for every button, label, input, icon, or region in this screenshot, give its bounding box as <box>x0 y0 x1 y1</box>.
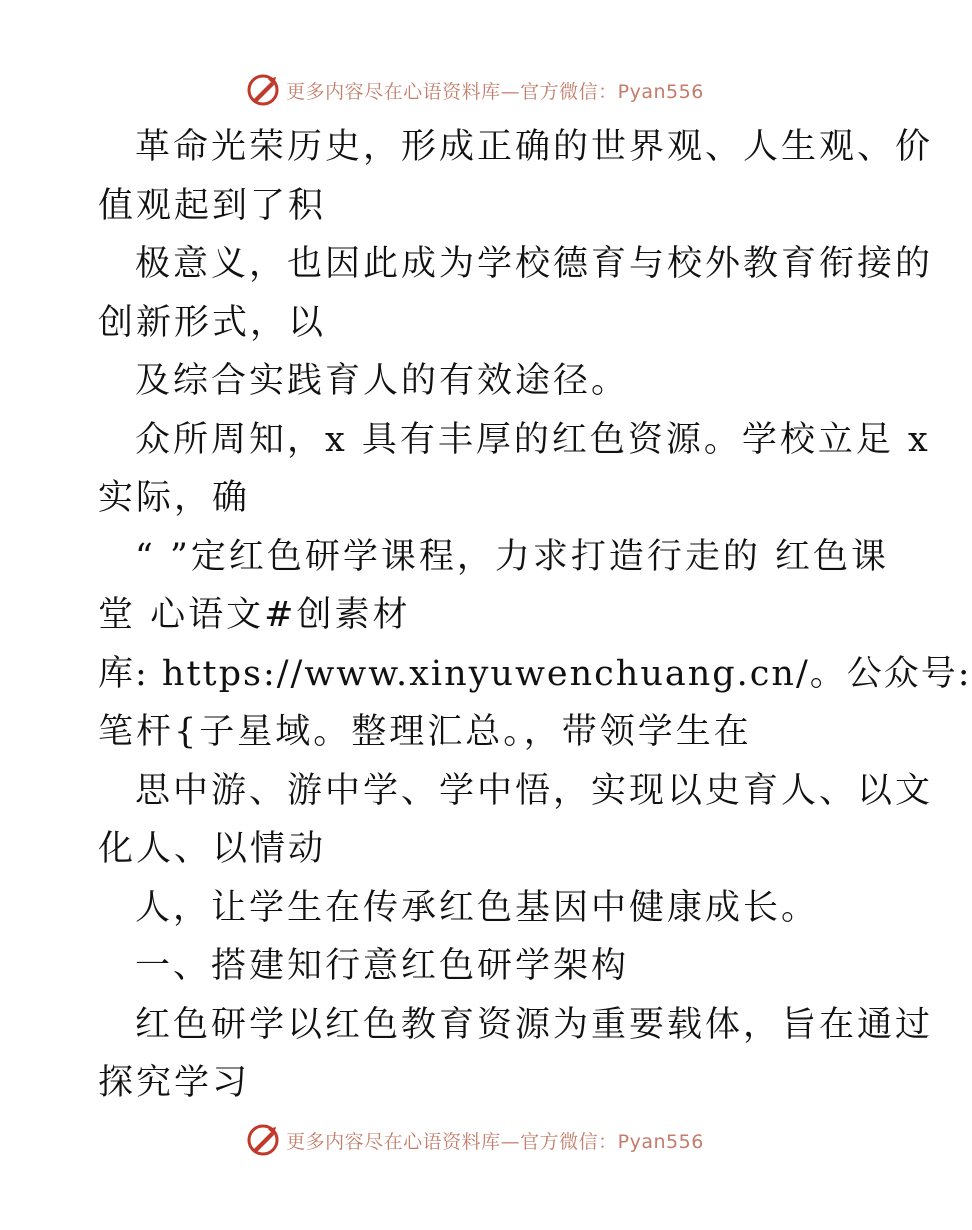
body-line: 及综合实践育人的有效途径。 <box>135 361 630 401</box>
body-line: 人，让学生在传承红色基因中健康成长。 <box>135 887 820 928</box>
body-line: 探究学习 <box>98 1063 251 1103</box>
watermark-lead: 更多内容尽在心语资料库 <box>286 80 501 103</box>
watermark-lead: 更多内容尽在心语资料库 <box>286 1130 501 1153</box>
body-line: 思中游、游中学、学中悟，实现以史育人、以文 <box>135 770 934 811</box>
body-line: 革命光荣历史，形成正确的世界观、人生观、价 <box>135 127 934 167</box>
section-heading: 一、搭建知行意红色研学架构 <box>135 946 630 986</box>
body-line: 值观起到了积 <box>98 185 327 226</box>
watermark-text <box>286 1127 704 1154</box>
body-line: 堂 心语文#创素材 <box>98 595 411 635</box>
quill-logo-icon <box>246 1123 280 1157</box>
watermark-wechat: 官方微信：Pyan556 <box>520 1130 704 1153</box>
footer-watermark <box>0 1120 950 1160</box>
body-line: 库: https://www.xinyuwenchuang.cn/。公众号: <box>98 653 972 694</box>
watermark-text <box>286 77 704 104</box>
header-watermark <box>0 70 950 110</box>
body-line: 实际，确 <box>98 478 251 518</box>
watermark-separator: — <box>500 1130 521 1153</box>
body-line: 红色研学以红色教育资源为重要载体，旨在通过 <box>135 1004 934 1045</box>
body-line: 极意义，也因此成为学校德育与校外教育衔接的 <box>135 244 934 284</box>
body-line: 众所周知，x 具有丰厚的红色资源。学校立足 x <box>135 419 931 460</box>
body-line: 化人、以情动 <box>98 829 327 869</box>
watermark-separator: — <box>500 80 521 103</box>
watermark-wechat: 官方微信：Pyan556 <box>520 80 704 103</box>
body-line: “ ”定红色研学课程，力求打造行走的 红色课 <box>135 536 890 577</box>
body-line: 笔杆{子星域。整理汇总。，带领学生在 <box>98 712 752 752</box>
quill-logo-icon <box>246 73 280 107</box>
document-body <box>98 118 972 1113</box>
body-line: 创新形式，以 <box>98 302 327 343</box>
